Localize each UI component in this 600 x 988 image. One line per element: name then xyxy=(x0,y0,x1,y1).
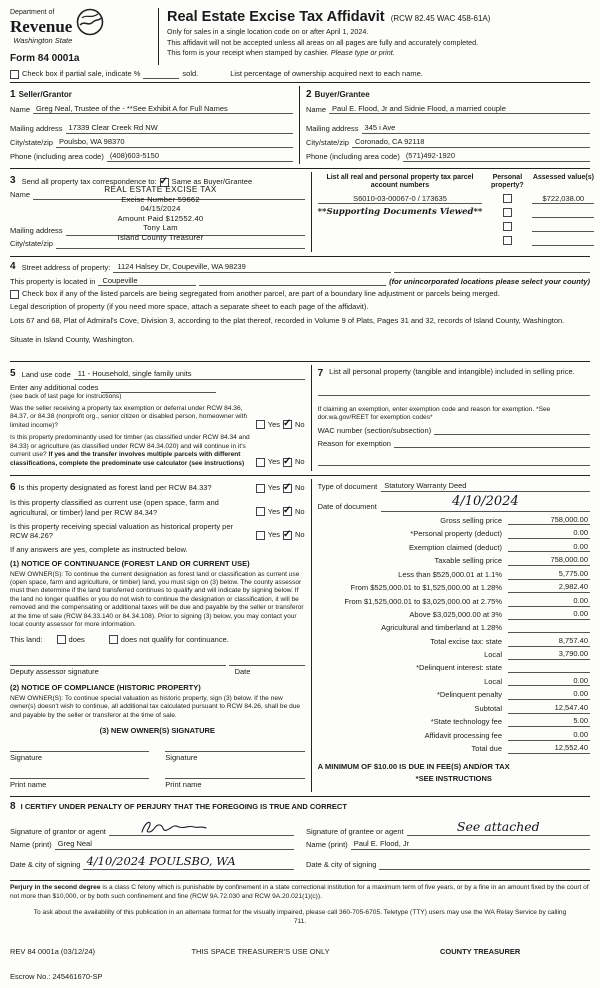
stamp-line-3: 04/15/2024 xyxy=(140,204,181,214)
partial-sale-row xyxy=(10,69,590,79)
reason-exemption-field[interactable] xyxy=(394,438,590,448)
tax-row-label: Less than $525,000.01 at 1.1% xyxy=(398,569,502,579)
additional-codes-label: Enter any additional codes xyxy=(10,382,99,392)
stamp-line-6: Island County Treasurer xyxy=(117,232,204,242)
grantor-signature-ink xyxy=(139,819,209,835)
yes-label: Yes xyxy=(267,530,280,540)
type-or-print-note: Please type or print. xyxy=(330,48,395,58)
parcel-row-3 xyxy=(318,218,595,232)
sold-label: sold. xyxy=(182,68,199,78)
no-label: No xyxy=(295,530,305,540)
tier1-tax-value[interactable]: 5,775.00 xyxy=(508,569,590,580)
section-8-number: 8 xyxy=(10,801,16,813)
seller-title: Seller/Grantor xyxy=(18,89,72,99)
grantor-signature-field[interactable] xyxy=(109,826,294,836)
header-note-3 xyxy=(167,48,590,57)
rev-number: REV 84 0001a (03/12/24) xyxy=(10,946,96,956)
seller-address-field[interactable]: 17339 Clear Creek Rd NW xyxy=(66,123,293,134)
form-header xyxy=(10,8,590,69)
delinquent-interest-local-value[interactable]: 0.00 xyxy=(508,676,590,687)
landuse-q2-regular: Is this property predominantly used for timber (as classified under RCW 84.34 and 84.33) or agriculture (as classified under RCW 84.34.020) and will continue in it's current use? xyxy=(10,434,250,459)
buyer-address-label: Mailing address xyxy=(306,124,359,134)
designation-q1-yes-checkbox[interactable] xyxy=(256,484,265,493)
yes-label: Yes xyxy=(267,457,280,467)
wac-number-field[interactable] xyxy=(434,425,590,435)
designation-block xyxy=(10,479,312,792)
tax-row-label: Subtotal xyxy=(474,703,502,713)
landuse-q2-bold: If yes and the transfer involves multiple parcels with different classifications, complete the predominate use calculator (see instructions) xyxy=(10,451,245,467)
section-1-number: 1 xyxy=(10,88,16,100)
seller-grantor-block xyxy=(10,86,300,164)
street-address-field[interactable]: 1124 Halsey Dr, Coupeville, WA 98239 xyxy=(113,262,391,273)
section-correspondence xyxy=(10,168,594,256)
no-label: No xyxy=(295,457,305,467)
escrow-number: Escrow No.: 245461670-SP xyxy=(10,972,103,982)
total-due-value[interactable]: 12,552.40 xyxy=(508,743,590,754)
legal-description-situate: Situate in Island County, Washington. xyxy=(10,334,135,344)
buyer-phone-field[interactable]: (571)492-1920 xyxy=(403,151,590,162)
rev-row xyxy=(10,947,590,957)
corr-name-label: Name xyxy=(10,189,31,199)
land-does-not-checkbox[interactable] xyxy=(109,635,118,644)
section-certification xyxy=(10,796,590,876)
see-instructions-text: *SEE INSTRUCTIONS xyxy=(415,774,492,784)
landuse-q1-text: Was the seller receiving a property tax exemption or deferral under RCW 84.36, 84.37, or 84.38 (nonprofit org., senior citizen or disabled person, homeowner with limited income)? xyxy=(10,405,248,429)
buyer-phone-label: Phone (including area code) xyxy=(306,151,400,161)
new-owner-printname-field-2[interactable] xyxy=(165,767,304,779)
section-property xyxy=(10,256,590,361)
local-excise-value[interactable]: 3,790.00 xyxy=(508,649,590,660)
section-designation-tax xyxy=(10,475,590,796)
grantee-certification xyxy=(300,815,590,872)
unincorporated-note: (for unincorporated locations please select your county) xyxy=(389,276,590,286)
seller-citystatezip-field[interactable]: Poulsbo, WA 98370 xyxy=(56,137,293,148)
printname-caption-1: Print name xyxy=(10,779,47,789)
printname-caption-2: Print name xyxy=(165,779,202,789)
minimum-fee-note xyxy=(318,762,590,784)
tax-row-label: From $525,000.01 to $1,525,000.00 at 1.28% xyxy=(350,583,502,593)
tax-row-label: Local xyxy=(484,676,502,686)
notice-continuance-heading: (1) NOTICE OF CONTINUANCE (FOREST LAND OR CURRENT USE) xyxy=(10,558,250,568)
section-6-number: 6 xyxy=(10,482,16,494)
parcel-number-value[interactable]: S6010-03-00067-0 / 173635 xyxy=(318,194,483,205)
supporting-documents-note: **Supporting Documents Viewed** xyxy=(317,207,483,218)
tax-row-label: *Personal property (deduct) xyxy=(410,529,502,539)
type-of-document-field[interactable]: Statutory Warranty Deed xyxy=(381,481,590,492)
designation-q2-yes-checkbox[interactable] xyxy=(256,507,265,516)
segregated-label: Check box if any of the listed parcels are being segregated from another parcel, are part of a boundary line adjustment or parcels being merged. xyxy=(22,289,500,299)
correspondence-intro: Send all property tax correspondence to: xyxy=(21,176,157,186)
grantor-certification xyxy=(10,815,300,872)
designation-q3-text: Is this property receiving special valuation as historical property per RCW 84.26? xyxy=(10,521,234,541)
deputy-assessor-signature-field[interactable] xyxy=(10,656,226,666)
header-note-1: Only for sales in a single location code on or after April 1, 2024. xyxy=(167,26,369,36)
land-use-code-label: Land use code xyxy=(21,369,71,379)
does-not-label: does not qualify for continuance. xyxy=(120,634,229,644)
designation-q2-no-checkbox[interactable] xyxy=(283,507,292,516)
grantor-name-field[interactable]: Greg Neal xyxy=(55,839,294,850)
dor-brand xyxy=(10,8,150,65)
designation-q1-yesno xyxy=(256,483,305,494)
yes-label: Yes xyxy=(267,419,280,429)
personal-property-line-2[interactable] xyxy=(318,456,590,466)
date-of-document-label: Date of document xyxy=(317,502,377,512)
same-as-buyer-label: Same as Buyer/Grantee xyxy=(171,176,253,186)
landuse-q1-yes-checkbox[interactable] xyxy=(256,420,265,429)
department-of-label: Department of xyxy=(10,9,55,16)
tax-row-label: Local xyxy=(484,650,502,660)
tax-row-label: *State technology fee xyxy=(430,717,502,727)
grantor-signature-label: Signature of grantor or agent xyxy=(10,826,106,836)
section-4-number: 4 xyxy=(10,260,16,272)
segregated-checkbox[interactable] xyxy=(10,290,19,299)
located-in-field[interactable]: Coupeville xyxy=(98,276,196,287)
stamp-line-1: REAL ESTATE EXCISE TAX xyxy=(104,184,217,194)
additional-codes-note: (see back of last page for instructions) xyxy=(10,392,122,400)
no-label: No xyxy=(295,419,305,429)
personal-property-header: Personal property? xyxy=(491,173,524,189)
bottom-block xyxy=(10,945,590,983)
personal-property-checkbox-2[interactable] xyxy=(503,208,512,217)
new-owner-signature-field-1[interactable] xyxy=(10,740,149,752)
does-label: does xyxy=(68,634,85,644)
this-land-label: This land: xyxy=(10,634,43,644)
tax-row-label: Above $3,025,000.00 at 3% xyxy=(409,610,502,620)
wac-number-label: WAC number (section/subsection) xyxy=(317,425,432,435)
perjury-rest-text: is a class C felony which is punishable by confinement in a state correctional institution for a maximum term of five years, or by a fine in an amount fixed by the court of not more than $10,000, or by both such confinement and fine (RCW 9A.72.030 and RCW 9A.20.021(1)(c)). xyxy=(10,884,589,900)
buyer-citystatezip-label: City/state/zip xyxy=(306,138,349,148)
buyer-name-label: Name xyxy=(306,104,327,114)
partial-sale-checkbox[interactable] xyxy=(10,70,19,79)
tax-correspondence-block xyxy=(10,172,312,252)
seller-phone-field[interactable]: (408)603-5150 xyxy=(107,151,293,162)
corr-address-label: Mailing address xyxy=(10,225,63,235)
assessed-value-1[interactable]: $722,038.00 xyxy=(532,194,594,205)
new-owner-printname-row xyxy=(10,767,305,790)
notice-compliance-heading: (2) NOTICE OF COMPLIANCE (HISTORIC PROPERTY) xyxy=(10,683,201,693)
tax-row-label: From $1,525,000.01 to $3,025,000.00 at 2.75% xyxy=(344,596,502,606)
personal-property-intro: List all personal property (tangible and intangible) included in selling price. xyxy=(329,366,575,376)
yes-label: Yes xyxy=(267,506,280,516)
assessed-value-3[interactable] xyxy=(532,231,594,232)
assessed-value-4[interactable] xyxy=(532,245,594,246)
notice-compliance-text: NEW OWNER(S): To continue special valuation as historic property, sign (3) below. If the new owner(s) doesn't wish to continue, all additional tax calculated pursuant to RCW 84.26, shall be due and payable by the seller or transferor at the time of sale. xyxy=(10,694,301,719)
delinquent-penalty-value[interactable]: 0.00 xyxy=(508,689,590,700)
personal-property-deduct-value[interactable]: 0.00 xyxy=(508,528,590,539)
designation-q2-yesno xyxy=(256,507,305,518)
parcel-numbers-header: List all real and personal property tax parcel account numbers xyxy=(326,173,474,189)
tax-row-label: Total excise tax: state xyxy=(430,636,502,646)
exemption-claimed-value[interactable]: 0.00 xyxy=(508,542,590,553)
date-of-document-field[interactable]: 4/10/2024 xyxy=(381,494,590,512)
tax-row-label: Gross selling price xyxy=(440,515,502,525)
legal-description-text: Lots 67 and 68, Plat of Admiral's Cove, Division 3, according to the plat thereof, recorded in Volume 9 of Plats, Pages 31 and 32, records of Island County, Washington. xyxy=(10,316,565,326)
seller-phone-label: Phone (including area code) xyxy=(10,151,104,161)
perjury-notice xyxy=(10,880,590,905)
seller-name-field[interactable]: Greg Neal, Trustee of the - **See Exhibit A for Full Names xyxy=(33,104,293,115)
land-use-code-field[interactable]: 11 - Household, single family units xyxy=(74,369,305,380)
form-title-block xyxy=(167,8,590,65)
yes-label: Yes xyxy=(267,483,280,493)
stamp-line-4: Amount Paid $12552.40 xyxy=(117,213,204,223)
legal-description-label: Legal description of property (if you need more space, attach a separate sheet to each page of the affidavit). xyxy=(10,302,369,312)
parcel-table xyxy=(312,172,595,252)
street-address-extra[interactable] xyxy=(394,263,590,273)
buyer-title: Buyer/Grantee xyxy=(314,89,370,99)
designation-q1-text: Is this property designated as forest land per RCW 84.33? xyxy=(18,483,212,493)
seller-citystatezip-label: City/state/zip xyxy=(10,138,53,148)
assessed-value-2[interactable] xyxy=(532,217,594,218)
designation-q3-no-checkbox[interactable] xyxy=(283,531,292,540)
minimum-fee-text: A MINIMUM OF $10.00 IS DUE IN FEE(S) AND/OR TAX xyxy=(317,762,510,772)
grantee-signature-label: Signature of grantee or agent xyxy=(306,826,404,836)
located-in-label: This property is located in xyxy=(10,276,96,286)
grantee-date-label: Date & city of signing xyxy=(306,860,377,870)
section-3-number: 3 xyxy=(10,174,16,186)
alternate-format-note: To ask about the availability of this publication in an alternate format for the visually impaired, please call 360-705-6705. Teletype (TTY) users may use the WA Relay Service by calling 711. xyxy=(33,909,567,925)
designation-q3-yesno xyxy=(256,530,305,541)
personal-property-checkbox-1[interactable] xyxy=(503,194,512,203)
partial-percent-field[interactable] xyxy=(143,78,179,79)
revenue-wordmark: Revenue xyxy=(10,17,73,37)
notice-continuance-text: NEW OWNER(S): To continue the current designation as forest land or classification as current use (open space, farm and agriculture, or timber) land, you must sign on (3) below. The county assessor must then determine if the land transferred continues to qualify and will indicate by signing below. If the land no longer qualifies or you do not wish to continue the designation or classification, it will be removed and the compensating or additional taxes will be due and payable by the seller or transferor at the time of sale (RCW 84.33.140 or 84.34.108). Prior to signing (3) below, you may contact your local county assessor for more information. xyxy=(10,570,304,629)
personal-property-checkbox-4[interactable] xyxy=(503,236,512,245)
dor-logo-icon xyxy=(76,8,104,36)
personal-property-block xyxy=(312,365,590,472)
affidavit-processing-fee-value[interactable]: 0.00 xyxy=(508,730,590,741)
parcel-table-header xyxy=(318,174,595,191)
new-owner-signature-row xyxy=(10,740,305,763)
tier2-tax-value[interactable]: 2,982.40 xyxy=(508,582,590,593)
landuse-q2-text xyxy=(10,434,252,468)
new-owner-printname-field-1[interactable] xyxy=(10,767,149,779)
type-of-document-label: Type of document xyxy=(317,482,378,492)
land-does-checkbox[interactable] xyxy=(57,635,66,644)
state-technology-fee-value[interactable]: 5.00 xyxy=(508,716,590,727)
tax-row-label: Affidavit processing fee xyxy=(424,730,502,740)
grantee-date-field[interactable] xyxy=(379,860,590,870)
grantor-name-label: Name (print) xyxy=(10,840,52,850)
grantee-signature-field[interactable]: See attached xyxy=(407,819,590,836)
designation-q1-no-checkbox[interactable] xyxy=(283,484,292,493)
landuse-q2-yes-checkbox[interactable] xyxy=(256,458,265,467)
parcel-row-2 xyxy=(318,204,595,218)
buyer-grantee-block xyxy=(300,86,590,164)
section-seller-buyer xyxy=(10,82,590,168)
gross-selling-price-value[interactable]: 758,000.00 xyxy=(508,515,590,526)
grantor-date-label: Date & city of signing xyxy=(10,860,81,870)
assessed-value-header: Assessed value(s) xyxy=(532,173,594,181)
located-in-extra[interactable] xyxy=(199,276,386,286)
page-title: Real Estate Excise Tax Affidavit xyxy=(167,9,385,25)
deputy-assessor-label: Deputy assessor signature xyxy=(10,667,99,677)
personal-property-line-1[interactable] xyxy=(318,386,590,396)
stamp-line-5: Tony Lam xyxy=(143,223,178,233)
section-2-number: 2 xyxy=(306,88,312,100)
landuse-q1-yesno xyxy=(256,420,305,431)
buyer-name-field[interactable]: Paul E. Flood, Jr and Sidnie Flood, a married couple xyxy=(329,104,590,115)
taxable-selling-price-value[interactable]: 758,000.00 xyxy=(508,555,590,566)
perjury-bold-text: Perjury in the second degree xyxy=(10,884,101,892)
grantor-date-field[interactable]: 4/10/2024 POULSBO, WA xyxy=(83,854,294,870)
personal-property-checkbox-3[interactable] xyxy=(503,222,512,231)
tax-row-label: *Delinquent penalty xyxy=(436,690,502,700)
section-5-number: 5 xyxy=(10,367,16,379)
deputy-date-label: Date xyxy=(234,667,251,677)
seller-name-label: Name xyxy=(10,104,31,114)
signature-caption-2: Signature xyxy=(165,752,198,762)
header-note-2: This affidavit will not be accepted unless all areas on all pages are fully and accurately completed. xyxy=(167,37,479,47)
tax-row-label: Exemption claimed (deduct) xyxy=(409,542,502,552)
certification-title: I CERTIFY UNDER PENALTY OF PERJURY THAT THE FOREGOING IS TRUE AND CORRECT xyxy=(20,802,347,812)
no-label: No xyxy=(295,483,305,493)
if-yes-note: If any answers are yes, complete as instructed below. xyxy=(10,545,188,555)
street-address-label: Street address of property: xyxy=(21,262,111,272)
tax-row-label: Taxable selling price xyxy=(434,556,502,566)
seller-address-label: Mailing address xyxy=(10,124,63,134)
header-divider xyxy=(158,8,159,65)
signature-caption-1: Signature xyxy=(10,752,43,762)
landuse-q1-no-checkbox[interactable] xyxy=(283,420,292,429)
delinquent-interest-state-value[interactable] xyxy=(508,663,590,673)
new-owner-signature-field-2[interactable] xyxy=(165,740,304,752)
deputy-assessor-date-field[interactable] xyxy=(229,656,305,666)
receipt-note: This form is your receipt when stamped by cashier. xyxy=(167,48,331,58)
designation-q2-text: Is this property classified as current use (open space, farm and agricultural, or timber) land per RCW 84.34? xyxy=(10,498,219,517)
treasurer-excise-stamp xyxy=(58,185,263,243)
new-owners-signature-heading: (3) NEW OWNER(S) SIGNATURE xyxy=(99,726,215,736)
parcel-row-1 xyxy=(318,190,595,204)
reason-exemption-label: Reason for exemption xyxy=(317,438,391,448)
section-landuse-personal xyxy=(10,361,590,476)
additional-codes-field[interactable] xyxy=(101,383,216,393)
designation-q3-yes-checkbox[interactable] xyxy=(256,531,265,540)
treasurer-space-label: THIS SPACE TREASURER'S USE ONLY xyxy=(191,946,330,956)
tax-row-label: Total due xyxy=(471,744,502,754)
total-excise-state-value[interactable]: 8,757.40 xyxy=(508,636,590,647)
exemption-instructions: If claiming an exemption, enter exemption code and reason for exemption. *See dor.wa.gov/REET for exemption codes* xyxy=(317,405,551,422)
rcw-reference: (RCW 82.45 WAC 458-61A) xyxy=(390,14,491,23)
grantee-name-label: Name (print) xyxy=(306,840,348,850)
buyer-citystatezip-field[interactable]: Coronado, CA 92118 xyxy=(352,137,590,148)
no-label: No xyxy=(295,506,305,516)
land-use-block xyxy=(10,365,312,472)
form-number: Form 84 0001a xyxy=(10,52,80,64)
grantee-name-field[interactable]: Paul E. Flood, Jr xyxy=(351,839,590,850)
landuse-q2-no-checkbox[interactable] xyxy=(283,458,292,467)
ownership-note: List percentage of ownership acquired next to each name. xyxy=(230,68,423,78)
tier4-tax-value[interactable]: 0.00 xyxy=(508,609,590,620)
washington-state-label: Washington State xyxy=(13,36,73,46)
corr-citystatezip-label: City/state/zip xyxy=(10,238,53,248)
buyer-address-field[interactable]: 345 i Ave xyxy=(362,123,590,134)
agricultural-timberland-value[interactable] xyxy=(508,623,590,633)
tier3-tax-value[interactable]: 0.00 xyxy=(508,596,590,607)
tax-row-label: *Delinquent interest: state xyxy=(416,663,502,673)
section-7-number: 7 xyxy=(317,367,324,379)
tax-computation-block xyxy=(312,479,590,792)
parcel-row-4 xyxy=(318,232,595,246)
landuse-q2-yesno xyxy=(256,457,305,468)
subtotal-value[interactable]: 12,547.40 xyxy=(508,703,590,714)
county-treasurer-label: COUNTY TREASURER xyxy=(440,946,521,956)
tax-row-label: Agricultural and timberland at 1.28% xyxy=(381,623,502,633)
partial-sale-label: Check box if partial sale, indicate % xyxy=(22,68,141,78)
stamp-line-2: Excise Number 59662 xyxy=(121,194,200,204)
